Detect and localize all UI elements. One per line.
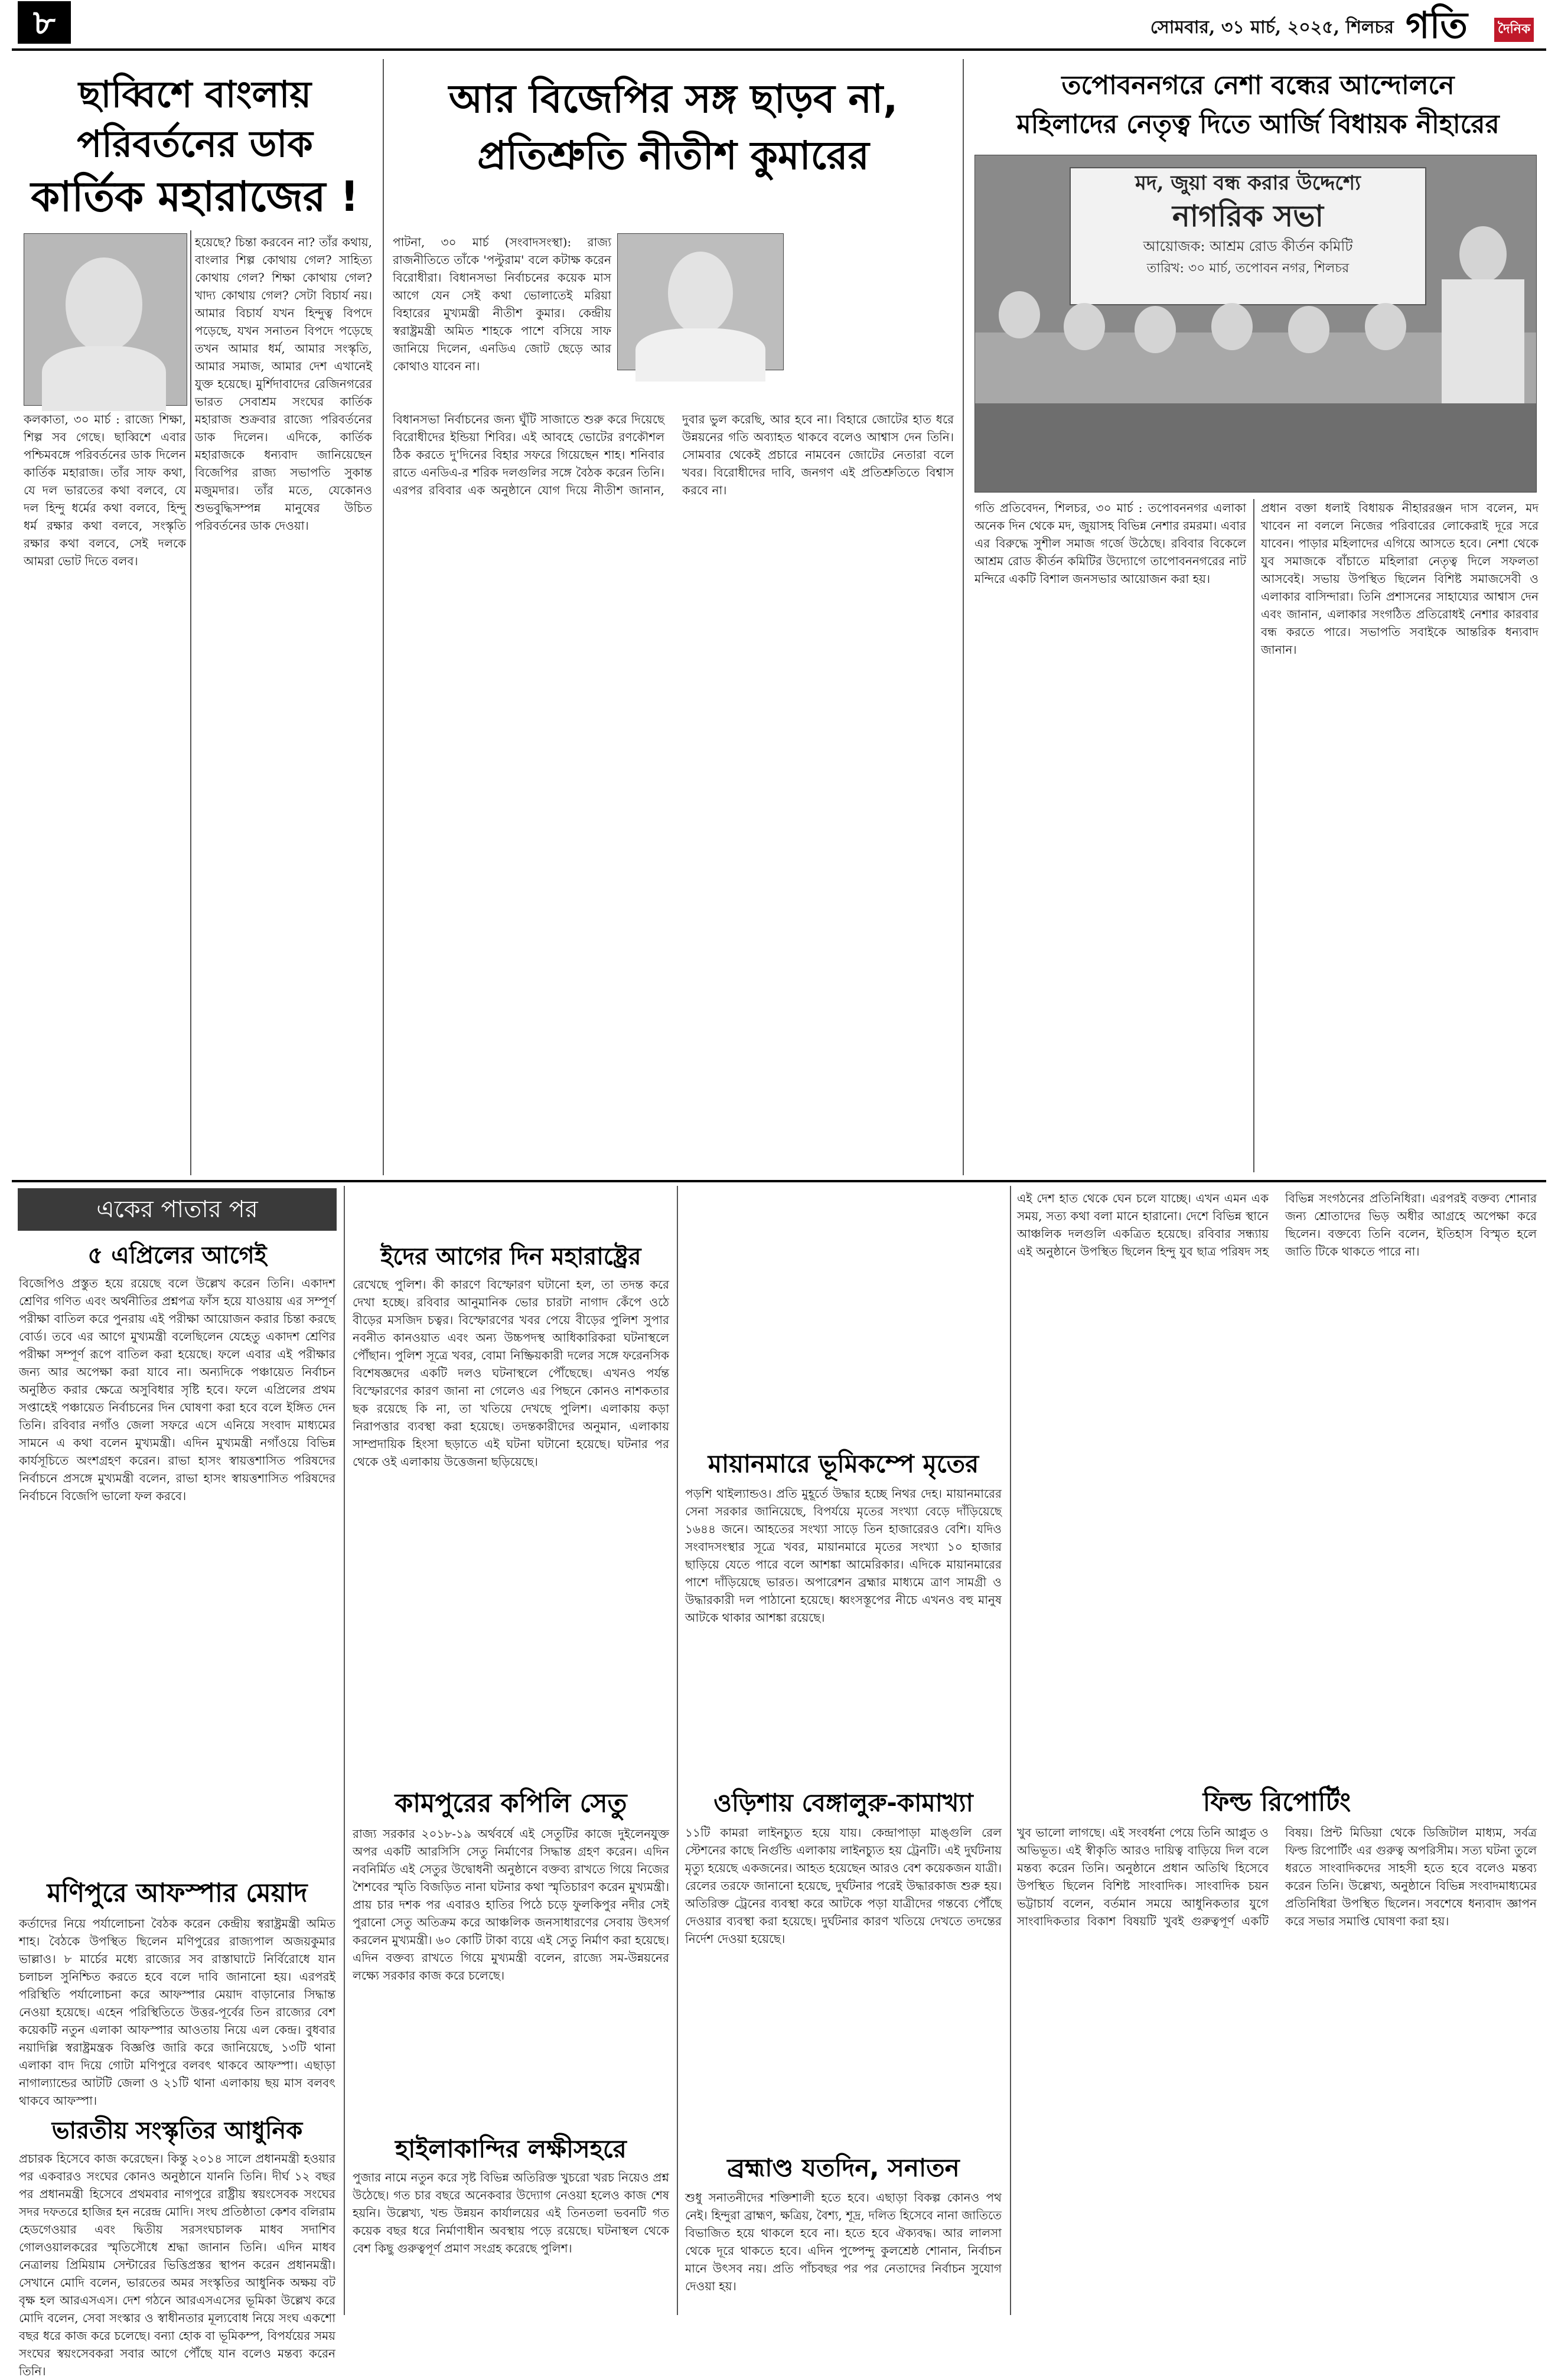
kartik-lead: কলকাতা, ৩০ মার্চ : রাজ্যে শিক্ষা, শিল্প সব গেছে। ছাব্বিশে এবার পশ্চিমবঙ্গে পরিবর্তনের ডাক দিলেন কার্তিক মহারাজ। তাঁর সাফ কথা, যে দল ভারতের কথা বলবে, যে দল হিন্দু ধর্মের কথা বলবে, হিন্দু ধর্ম রক্ষার কথা বলবে, সংস্কৃতি রক্ষার কথা বলবে, সেই দলকে আমরা ভোট দিতে বলব। (24, 412, 186, 568)
rule-nitish-tapoban (963, 59, 964, 1175)
culture-body: প্রচারক হিসেবে কাজ করেছেন। কিন্তু ২০১৪ সালে প্রধানমন্ত্রী হওয়ার পর একবারও সংঘের কোনও অনুষ্ঠানে যাননি তিনি। দীর্ঘ ১২ বছর পর প্রধানমন্ত্রী হিসেবে প্রথমবার নাগপুরে রাষ্ট্রীয় স্বয়ংসেবক সংঘের সদর দফতরে হাজির হন নরেন্দ্র মোদি। সংঘ প্রতিষ্ঠাতা কেশব বলিরাম হেডগেওয়ার এবং দ্বিতীয় সরসংঘচালক মাধব সদাশিব গোলওয়ালকরের স্মৃতিসৌধে শ্রদ্ধা জানান তিনি। এদিন মাধব নেত্রালয় প্রিমিয়াম সেন্টারের ভিত্তিপ্রস্তর স্থাপন করেন প্রধানমন্ত্রী। সেখানে মোদি বলেন, ভারতের অমর সংস্কৃতির আধুনিক অক্ষয় বট বৃক্ষ হল আরএসএস। দেশ গঠনে আরএসএসের ভূমিকা উল্লেখ করে মোদি বলেন, সেবা সংস্কার ও স্বাধীনতার মূল্যবোধ নিয়ে সংঘ একশো বছর ধরে কাজ করে চলেছে। বন্যা হোক বা ভূমিকম্প, বিপর্যয়ের সময় সংঘের স্বয়ংসেবকরা সবার আগে পৌঁছে যান বলেও মন্তব্য করেন তিনি। (19, 2151, 335, 2378)
dateline: সোমবার, ৩১ মার্চ, ২০২৫, শিলচর (1150, 17, 1394, 38)
eid-headline: ইদের আগের দিন মহারাষ্ট্রের (380, 1243, 641, 1270)
kampur-headline: কামপুরের কপিলি সেতু (395, 1788, 627, 1818)
brahmanda-headline: ব্রহ্মাণ্ড যতদিন, সনাতন (727, 2153, 960, 2182)
manipur-body: কর্তাদের নিয়ে পর্যালোচনা বৈঠক করেন কেন্দ্রীয় স্বরাষ্ট্রমন্ত্রী অমিত শাহ। বৈঠকে উপস্থিত ছিলেন মণিপুরের রাজ্যপাল অজয়কুমার ভাল্লাও। ৮ মার্চের মধ্যে রাজ্যের সব রাস্তাঘাটে নির্বিরোধে যান চলাচল সুনিশ্চিত করতে হবে বলে দাবি জানানো হয়। এরপরই পরিস্থিতি পর্যালোচনা করে আফস্পার মেয়াদ বাড়ানোর সিদ্ধান্ত নেওয়া হয়েছে। এহেন পরিস্থিতিতে উত্তর-পূর্বের তিন রাজ্যের বেশ কয়েকটি নতুন এলাকা আফস্পার আওতায় নিয়ে এল কেন্দ্র। বুধবার নয়াদিল্লি স্বরাষ্ট্রমন্ত্রক বিজ্ঞপ্তি জারি করে জানিয়েছে, ১৩টি থানা এলাকা বাদ দিয়ে গোটা মণিপুরে বলবৎ থাকবে আফস্পা। এছাড়া নাগাল্যান্ডের আটটি জেলা ও ২১টি থানা এলাকায় ছয় মাস বলবৎ থাকবে আফস্পা। (19, 1916, 335, 2108)
nitish-lead: পাটনা, ৩০ মার্চ (সংবাদসংস্থা): রাজ্য রাজনীতিতে তাঁকে 'পল্টুরাম' বলে কটাক্ষ করেন বিরোধীরা। বিধানসভা নির্বাচনের কয়েক মাস আগে যেন সেই কথা ভোলাতেই মরিয়া বিহারের মুখ্যমন্ত্রী নীতীশ কুমার। কেন্দ্রীয় স্বরাষ্ট্রমন্ত্রী অমিত শাহকে পাশে বসিয়ে সাফ জানিয়ে দিলেন, এনডিএ জোট ছেড়ে আর কোথাও যাবেন না। (393, 235, 611, 373)
rule-col3-col4 (1010, 1186, 1011, 2315)
tapoban-lead: গতি প্রতিবেদন, শিলচর, ৩০ মার্চ : তপোবননগর এলাকা অনেক দিন থেকে মদ, জুয়াসহ বিভিন্ন নেশার রমরমা। এবার এর বিরুদ্ধে সুশীল সমাজ গর্জে উঠেছে। রবিবার বিকেলে আশ্রম রোড কীর্তন কমিটির উদ্যোগে তাপোবননগরের নাট মন্দিরে একটি বিশাল জনসভার আয়োজন করা হয়। (974, 501, 1246, 586)
rule-col2-col3 (677, 1186, 678, 2315)
odisha-headline: ওড়িশায় বেঙ্গালুরু-কামাখ্যা (713, 1788, 973, 1817)
nitish-photo (617, 233, 784, 370)
hailakandi-body: পুজার নামে নতুন করে সৃষ্ট বিভিন্ন অতিরিক্ত খুচরো খরচ নিয়েও প্রশ্ন উঠেছে। গত চার বছরে অনেকবার উদ্যোগ নেওয়া হলেও কাজ শেষ হয়নি। উল্লেখ্য, খন্ড উন্নয়ন কার্যালয়ের এই তিনতলা ভবনটি গত কয়েক বছর ধরে নির্মাণাধীন অবস্থায় পড়ে রয়েছে। ঘটনাস্থল থেকে বেশ কিছু গুরুত্বপূর্ণ প্রমাণ সংগ্রহ করেছে পুলিশ। (353, 2170, 669, 2255)
myanmar-body: পড়শি থাইল্যান্ডও। প্রতি মুহূর্তে উদ্ধার হচ্ছে নিথর দেহ। মায়ানমারের সেনা সরকার জানিয়েছে, বিপর্যয়ে মৃতের সংখ্যা বেড়ে দাঁড়িয়েছে ১৬৪৪ জনে। আহতের সংখ্যা সাড়ে তিন হাজারেরও বেশি। যদিও সংবাদসংস্থার সূত্রে খবর, মায়ানমারে মৃতের সংখ্যা ১০ হাজার ছাড়িয়ে যেতে পারে বলে আশঙ্কা আমেরিকার। এদিকে মায়ানমারের পাশে দাঁড়িয়েছে ভারত। অপারেশন ব্রহ্মার মাধ্যমে ত্রাণ সামগ্রী ও উদ্ধারকারী দল পাঠানো হয়েছে। ধ্বংসস্তূপের নীচে এখনও বহু মানুষ আটকে থাকার আশঙ্কা রয়েছে। (685, 1486, 1002, 1625)
section-title: একের পাতার পর (96, 1196, 258, 1223)
april5-body: বিজেপিও প্রস্তুত হয়ে রয়েছে বলে উল্লেখ করেন তিনি। একাদশ শ্রেণির গণিত এবং অর্থনীতির প্রশ্নপত্র ফাঁস হয়ে যাওয়ায় এর সম্পূর্ণ পরীক্ষা বাতিল করে পুনরায় এই পরীক্ষা আয়োজন করার চিন্তা করছে বোর্ড। তবে এর আগে মুখ্যমন্ত্রী বলেছিলেন যেহেতু একাদশ শ্রেণির পরীক্ষা সম্পূর্ণ রূপে বাতিল করা হয়েছে। ফলে এবার এই পরীক্ষার জন্য আর অপেক্ষা করা যাবে না। অন্যদিকে পঞ্চায়েত নির্বাচন অনুষ্ঠিত করার ক্ষেত্রে অসুবিধার সৃষ্টি হবে। ফলে এপ্রিলের প্রথম সপ্তাহেই পঞ্চায়েত নির্বাচনের দিন ঘোষণা করা হবে বলে ইঙ্গিত দেন তিনি। রবিবার নগাঁও জেলা সফরে এসে এনিয়ে সংবাদ মাধ্যমের সামনে এ কথা বলেন মুখ্যমন্ত্রী। এদিন মুখ্যমন্ত্রী নগাঁওয়ে বিভিন্ন কার্যসূচিতে অংশগ্রহণ করেন। রাভা হাসং স্বায়ত্তশাসিত পরিষদের নির্বাচনে প্রসঙ্গে মুখ্যমন্ত্রী বলেন, রাভা হাসং স্বায়ত্তশাসিত পরিষদের নির্বাচনে বিজেপি ভালো ফল করবে। (19, 1276, 335, 1503)
kartik-body-right: হয়েছে? চিন্তা করবেন না? তাঁর কথায়, বাংলার শিল্প কোথায় গেল? সাহিত্য কোথায় গেল? শিক্ষা কোথায় গেল? খাদ্য কোথায় গেল? সেটা বিচার্য নয়। আমার বিচার্য যখন হিন্দুত্ব বিপদে পড়েছে, যখন সনাতন বিপদে পড়েছে তখন আমার ধর্ম, আমার সংস্কৃতি, আমার সমাজ, আমার দেশ এখানেই যুক্ত হয়েছে। মুর্শিদাবাদের রেজিনগরের ভারত সেবাশ্রম সংঘের কার্তিক মহারাজ শুক্রবার রাজ্যে পরিবর্তনের ডাক দিলেন। এদিকে, কার্তিক মহারাজকে ধন্যবাদ জানিয়েছেন বিজেপির রাজ্য সভাপতি সুকান্ত মজুমদার। তাঁর মতে, যেকোনও শুভবুদ্ধিসম্পন্ন মানুষের উচিত পরিবর্তনের ডাক দেওয়া। (195, 235, 372, 533)
tapoban-headline: তপোবননগরে নেশা বন্ধের আন্দোলনে মহিলাদের নেতৃত্ব দিতে আর্জি বিধায়ক নীহারের (1016, 70, 1500, 139)
page-number: ৮ (18, 1, 71, 44)
paper-name: গতি (1406, 4, 1468, 47)
masthead-rule (12, 48, 1546, 51)
tapoban-photo (974, 155, 1537, 493)
rule-kartik-nitish (383, 59, 384, 1175)
field-headline: ফিল্ড রিপোর্টিং (1202, 1787, 1351, 1817)
hailakandi-headline: হাইলাকান্দির লক্ষীসহরে (395, 2134, 627, 2163)
kartik-photo (24, 233, 187, 406)
field-body: খুব ভালো লাগছে। এই সংবর্ধনা পেয়ে তিনি আপ্লুত ও অভিভূত। এই স্বীকৃতি আরও দায়িত্ব বাড়িয়ে দিল বলে মন্তব্য করেন তিনি। অনুষ্ঠানে প্রধান অতিথি হিসেবে উপস্থিত ছিলেন বিশিষ্ট সাংবাদিক। সাংবাদিক চয়ন ভট্টাচার্য বলেন, বর্তমান সময়ে আধুনিকতার যুগে সাংবাদিকতার বিকাশ বিষয়টি খুবই গুরুত্বপূর্ণ একটি বিষয়। প্রিন্ট মিডিয়া থেকে ডিজিটাল মাধ্যম, সর্বত্র ফিল্ড রিপোর্টিং এর গুরুত্ব অপরিসীম। সত্য ঘটনা তুলে ধরতে সাংবাদিকদের সাহসী হতে হবে বলেও মন্তব্য করেন তিনি। উল্লেখ্য, অনুষ্ঠানে বিভিন্ন সংবাদমাধ্যমের প্রতিনিধিরা উপস্থিত ছিলেন। সবশেষে ধন্যবাদ জ্ঞাপন করে সভার সমাপ্তি ঘোষণা করা হয়। (1017, 1825, 1537, 1928)
masthead (0, 0, 1558, 47)
upper-lower-divider (12, 1180, 1546, 1182)
paper-logo (1406, 0, 1541, 46)
brahmanda-body: শুধু সনাতনীদের শক্তিশালী হতে হবে। এছাড়া বিকল্প কোনও পথ নেই। হিন্দুরা ব্রাহ্মণ, ক্ষত্রিয়, বৈশ্য, শূদ্র, দলিত হিসেবে নানা জাতিতে বিভাজিত হয়ে থাকলে হবে না। হতে হবে ঐক্যবদ্ধ। আর লালসা থেকে দূরে থাকতে হবে। এদিন পুষ্পেন্দু কুলশ্রেষ্ঠ শোনান, নির্বাচন মানে উৎসব নয়। প্রতি পাঁচবছর পর পর নেতাদের নির্বাচন সুযোগ দেওয়া হয়। (685, 2190, 1002, 2293)
eid-body: রেখেছে পুলিশ। কী কারণে বিস্ফোরণ ঘটানো হল, তা তদন্ত করে দেখা হচ্ছে। রবিবার আনুমানিক ভোর চারটা নাগাদ কেঁপে ওঠে বীড়ের মসজিদ চত্বর। বিস্ফোরণের খবর পেয়ে বীড়ের পুলিশ সুপার নবনীত কানওয়াত এবং অন্য উচ্চপদস্থ আধিকারিকরা ঘটনাস্থলে পৌঁছান। পুলিশ সূত্রে খবর, বোমা নিষ্ক্রিয়কারী দলের সঙ্গে ফরেনসিক বিশেষজ্ঞদের একটি দলও ঘটনাস্থলে পৌঁছেছে। এখনও পর্যন্ত বিস্ফোরণের কারণ জানা না গেলেও এর পিছনে কোনও নাশকতার ছক রয়েছে কি না, তা খতিয়ে দেখছে পুলিশ। এলাকায় কড়া নিরাপত্তার ব্যবস্থা করা হয়েছে। তদন্তকারীদের অনুমান, এলাকায় সাম্প্রদায়িক হিংসা ছড়াতে এই ঘটনা ঘটানো হয়েছে। ঘটনার পর থেকে ওই এলাকায় উত্তেজনা ছড়িয়েছে। (353, 1277, 669, 1469)
section-title-bar (18, 1188, 337, 1231)
tail-body: এই দেশ হাত থেকে ঘেন চলে যাচ্ছে। এখন এমন এক সময়, সত্য কথা বলা মানে হারানো। দেশে বিভিন্ন স্থানে আঞ্চলিক দলগুলি একত্রিত হয়েছে। রবিবার সন্ধ্যায় এই অনুষ্ঠানে উপস্থিত ছিলেন হিন্দু যুব ছাত্র পরিষদ সহ বিভিন্ন সংগঠনের প্রতিনিধিরা। এরপরই বক্তব্য শোনার জন্য শ্রোতাদের ভিড় অধীর আগ্রহে অপেক্ষা করে ছিলেন। বক্তব্যে তিনি বলেন, ইতিহাস বিস্মৃত হলে জাতি টিকে থাকতে পারে না। (1017, 1191, 1537, 1259)
culture-headline: ভারতীয় সংস্কৃতির আধুনিক (51, 2117, 303, 2144)
manipur-headline: মণিপুরে আফস্পার মেয়াদ (47, 1878, 308, 1908)
nitish-body: বিধানসভা নির্বাচনের জন্য ঘুঁটি সাজাতে শুরু করে দিয়েছে বিরোধীদের ইন্ডিয়া শিবির। এই আবহে ভোটের রণকৌশল ঠিক করতে দু'দিনের বিহার সফরে গিয়েছেন শাহ। শনিবার রাতে এনডিএ-র শরিক দলগুলির সঙ্গে বৈঠক করেন তিনি। এরপর রবিবার এক অনুষ্ঠানে যোগ দিয়ে নীতীশ জানান, দুবার ভুল করেছি, আর হবে না। বিহারে জোটের হাত ধরে উন্নয়নের গতি অব্যাহত থাকবে বলেও আশ্বাস দেন তিনি। সোমবার থেকেই প্রচারে নামবেন জোটের নেতারা বলে খবর। বিরোধীদের দাবি, জনগণ এই প্রতিশ্রুতিতে বিশ্বাস করবে না। (393, 412, 954, 497)
nitish-headline: আর বিজেপির সঙ্গ ছাড়ব না, প্রতিশ্রুতি নীতীশ কুমারের (448, 76, 898, 178)
paper-logo-tag: দৈনিক (1494, 18, 1534, 42)
kartik-col-rule (190, 230, 191, 1175)
tapoban-body: প্রধান বক্তা ধলাই বিধায়ক নীহাররঞ্জন দাস বলেন, মদ খাবেন না বললে নিজের পরিবারের লোকেরাই দূরে সরে যাবেন। পাড়ার মহিলাদের এগিয়ে আসতে হবে। নেশা থেকে যুব সমাজকে বাঁচাতে মহিলারা নেতৃত্ব দিলে সফলতা আসবেই। সভায় উপস্থিত ছিলেন বিশিষ্ট সমাজসেবী ও এলাকার বাসিন্দারা। তিনি প্রশাসনের সাহায্যের আশ্বাস দেন এবং জানান, এলাকার সংগঠিত প্রতিরোধই নেশার কারবার বন্ধ করতে পারে। সভাপতি সবাইকে আন্তরিক ধন্যবাদ জানান। (1261, 501, 1539, 657)
rule-col1-col2 (344, 1186, 345, 2315)
myanmar-headline: মায়ানমারে ভূমিকম্পে মৃতের (708, 1449, 979, 1478)
kartik-headline: ছাব্বিশে বাংলায় পরিবর্তনের ডাক কার্তিক মহারাজের ! (31, 73, 359, 221)
odisha-body: ১১টি কামরা লাইনচ্যুত হয়ে যায়। কেন্দ্রাপাড়া মাঙ্গুলি রেল স্টেশনের কাছে নির্গুন্ডি এলাকায় লাইনচ্যুত হয় ট্রেনটি। এই দুর্ঘটনায় মৃত্যু হয়েছে একজনের। আহত হয়েছেন আরও বেশ কয়েকজন যাত্রী। রেলের তরফে জানানো হয়েছে, দুর্ঘটনার পরেই উদ্ধারকাজ শুরু হয়। অতিরিক্ত ট্রেনের ব্যবস্থা করে আটকে পড়া যাত্রীদের গন্তব্যে পৌঁছে দেওয়ার ব্যবস্থা করা হয়েছে। দুর্ঘটনার কারণ খতিয়ে দেখতে তদন্তের নির্দেশ দেওয়া হয়েছে। (685, 1825, 1002, 1946)
tapoban-col-rule (1253, 499, 1254, 1172)
tapoban-photo-banner: মদ, জুয়া বন্ধ করার উদ্দেশ্যে নাগরিক সভা আয়োজক: আশ্রম রোড কীর্তন কমিটি তারিখ: ৩০ মার্চ, তপোবন নগর, শিলচর (1070, 167, 1426, 305)
april5-headline: ৫ এপ্রিলের আগেই (87, 1242, 267, 1269)
kampur-body: রাজ্য সরকার ২০১৮-১৯ অর্থবর্ষে এই সেতুটির কাজে দুইলেনযুক্ত অপর একটি আরসিসি সেতু নির্মাণের সিদ্ধান্ত গ্রহণ করেন। এদিন নবনির্মিত এই সেতুর উদ্বোধনী অনুষ্ঠানে বক্তব্য রাখতে গিয়ে নিজের শৈশবের স্মৃতি বিজড়িত নানা ঘটনার কথা স্মৃতিচারণ করেন মুখ্যমন্ত্রী। প্রায় চার দশক পর এবারও হাতির পিঠে চড়ে ফুলকিপুর নদীর সেই পুরানো সেতু অতিক্রম করে আঞ্চলিক জনসাধারণের সেবায় উৎসর্গ করলেন মুখ্যমন্ত্রী। ৬০ কোটি টাকা ব্যয়ে এই সেতু নির্মাণ করা হয়েছে। এদিন বক্তব্য রাখতে গিয়ে মুখ্যমন্ত্রী বলেন, রাজ্যে সম-উন্নয়নের লক্ষ্যে সরকার কাজ করে চলেছে। (353, 1827, 669, 1983)
